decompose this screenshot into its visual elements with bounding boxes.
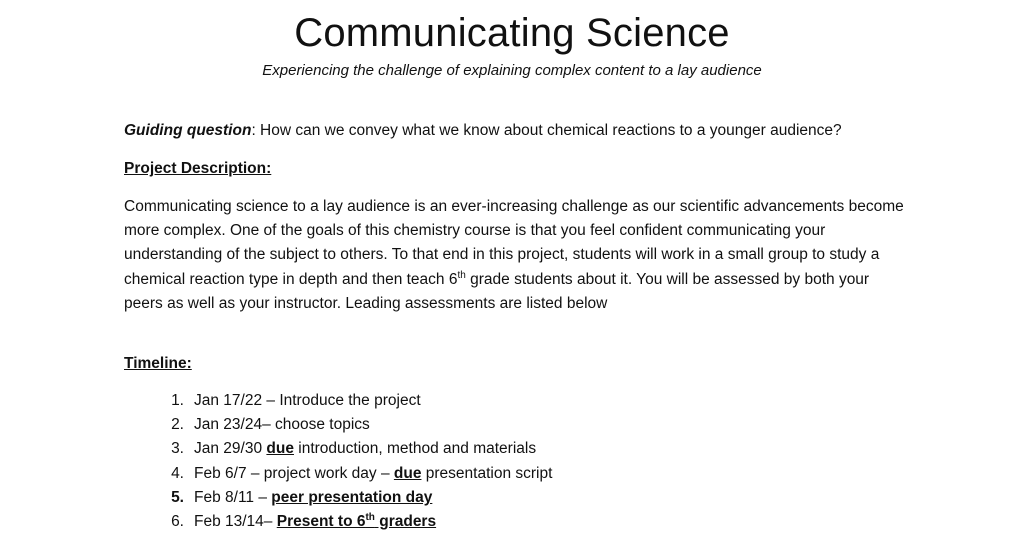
- description-text-part1: Communicating science to a lay audience is an ever-increasing challenge as our scientific advancements become more complex. One of the goals of this chemistry course is that you feel confident communicating your understanding of the subject to others. To that end in this project, students will work in a small group to study a chemical reaction type in depth and then teach 6: [124, 198, 904, 288]
- timeline-item-text: Jan 17/22 – Introduce the project: [194, 392, 421, 409]
- timeline-item-number: 2.: [171, 416, 184, 434]
- timeline-item-rest: presentation script: [421, 464, 553, 482]
- timeline-item: [124, 413, 552, 437]
- description-text-part2: grade students about it. You will be assessed by both your peers as well as your instructor. Leading assessments are listed below: [124, 270, 870, 312]
- timeline-item-text: [194, 510, 436, 534]
- project-description-heading: Project Description:: [124, 160, 272, 177]
- timeline-item-date: Feb 8/11 –: [194, 488, 272, 506]
- timeline-item-text: [194, 462, 552, 486]
- timeline-heading: Timeline:: [124, 355, 192, 372]
- timeline-item-text: Jan 23/24– choose topics: [194, 416, 370, 434]
- timeline-item-number: 5.: [171, 488, 184, 506]
- document-title: Communicating Science: [294, 11, 730, 55]
- timeline-item-number: 6.: [171, 512, 184, 530]
- document-subtitle: Experiencing the challenge of explaining complex content to a lay audience: [262, 62, 762, 79]
- due-emphasis: due: [393, 464, 422, 482]
- due-emphasis: due: [266, 440, 294, 458]
- timeline-item: [124, 389, 552, 413]
- timeline-list: [124, 389, 552, 534]
- guiding-question-separator: :: [251, 122, 256, 139]
- timeline-item-number: 1.: [171, 392, 184, 409]
- present-emphasis-text: Present to 6: [276, 512, 366, 530]
- guiding-question: [124, 120, 842, 142]
- timeline-item: [124, 437, 552, 461]
- present-emphasis-rest: graders: [374, 512, 437, 530]
- guiding-question-label: Guiding question: [124, 122, 252, 139]
- present-emphasis: [277, 513, 436, 530]
- timeline-item-number: 3.: [171, 440, 184, 458]
- present-emphasis-superscript: th: [365, 511, 375, 523]
- timeline-item-date: Feb 13/14–: [194, 512, 277, 530]
- timeline-item-date: Jan 29/30: [194, 440, 267, 458]
- project-description-paragraph: [124, 195, 904, 316]
- timeline-item-text: [194, 486, 432, 510]
- timeline-item-text: [194, 437, 536, 461]
- peer-presentation-emphasis: peer presentation day: [271, 488, 433, 506]
- timeline-item: [124, 510, 552, 534]
- timeline-item-rest: introduction, method and materials: [293, 440, 537, 458]
- description-superscript: th: [457, 269, 466, 281]
- timeline-item: [124, 462, 552, 486]
- guiding-question-text: How can we convey what we know about chemical reactions to a younger audience?: [255, 122, 842, 139]
- timeline-item-number: 4.: [171, 464, 184, 482]
- timeline-item: [124, 486, 552, 510]
- timeline-item-date: Feb 6/7 – project work day –: [194, 464, 394, 482]
